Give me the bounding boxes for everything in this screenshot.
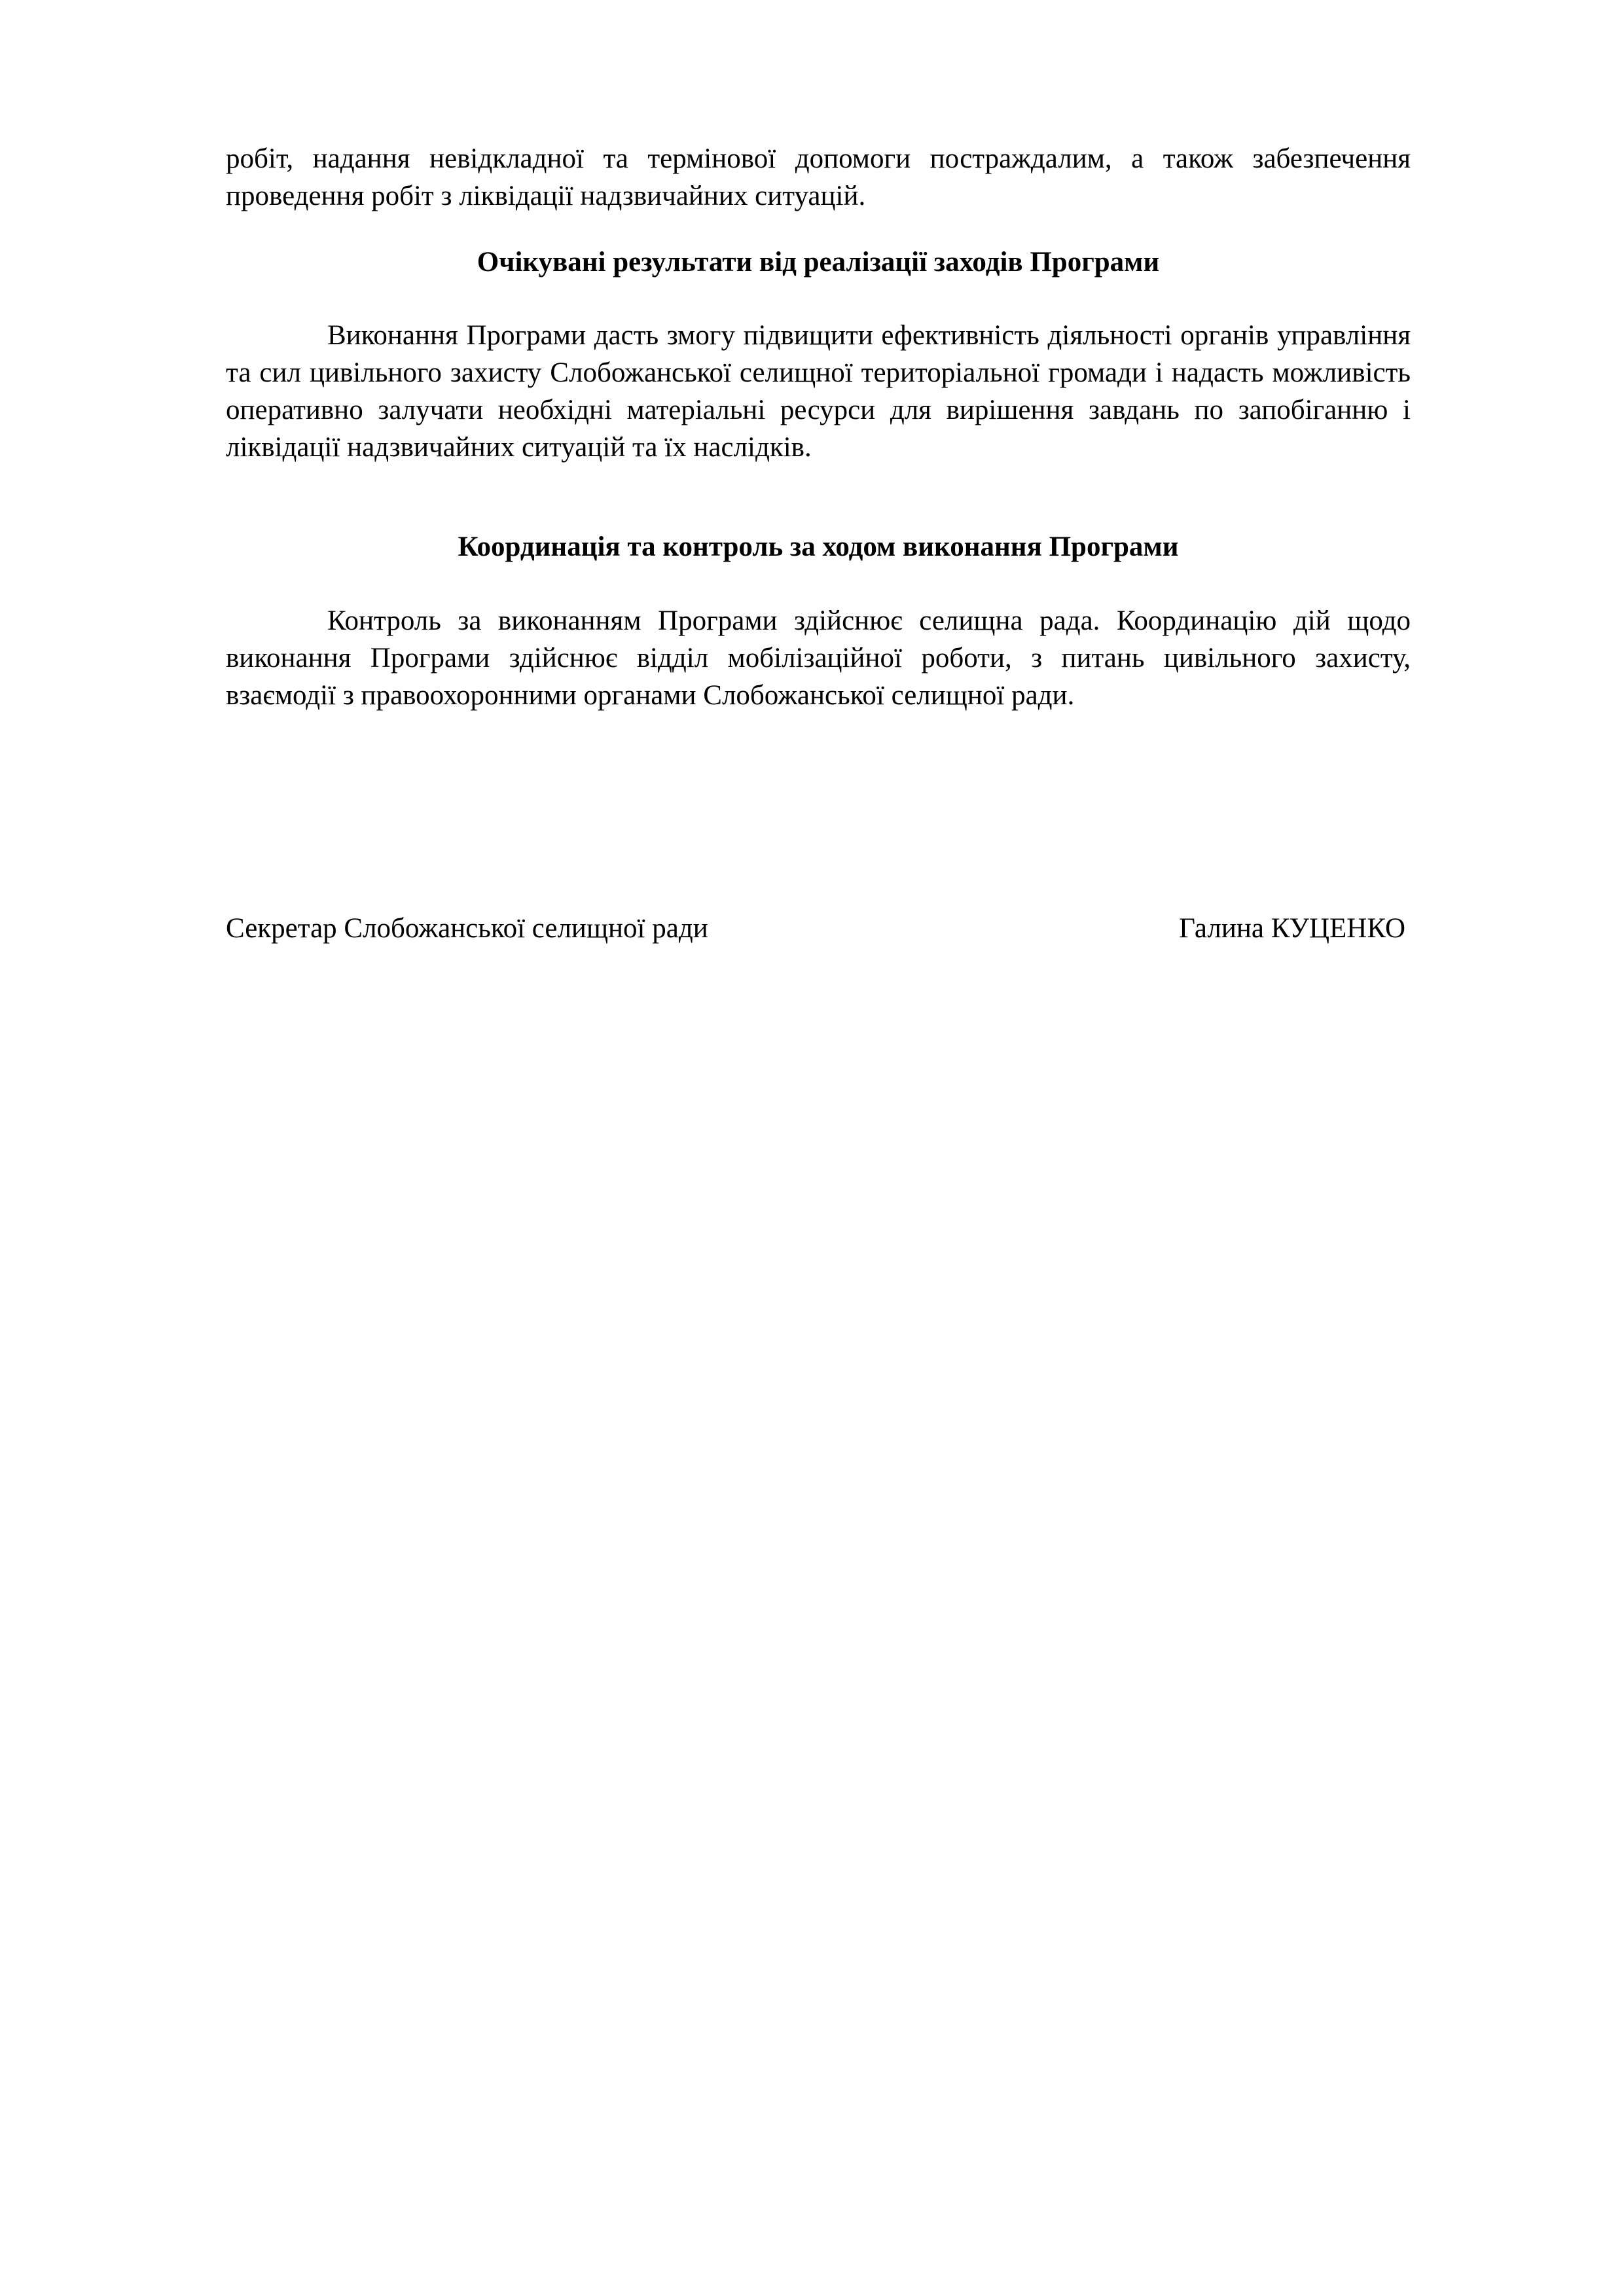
spacer [226,566,1411,603]
document-body [226,141,1411,948]
section-heading-expected-results: Очікувані результати від реалізації заходів Програми [477,246,1160,278]
signature-name: Галина КУЦЕНКО [1179,913,1405,944]
section-paragraph-expected-results: Виконання Програми дасть змогу підвищити ефективність діяльності органів управління та сил цивільного захисту Слобожанської селищної територіальної громади і надасть можливість оперативно залучати необхідні матеріальні ресурси для вирішення завдань по запобіганню і ліквідації надзвичайних ситуацій та їх наслідків. [226,320,1411,463]
section-heading-coordination-control: Координація та контроль за ходом виконання Програми [458,531,1179,563]
signature-position: Секретар Слобожанської селищної ради [226,913,708,944]
spacer [226,215,1411,244]
signature-block [226,910,1411,948]
section-paragraph-coordination-control: Контроль за виконанням Програми здійснює селищна рада. Координацію дій щодо виконання Програми здійснює відділ мобілізаційної роботи, з питань цивільного захисту, взаємодії з правоохоронними органами Слобожанської селищної ради. [226,605,1411,711]
spacer [226,466,1411,529]
continued-paragraph: робіт, надання невідкладної та термінової допомоги постраждалим, а також забезпечення проведення робіт з ліквідації надзвичайних ситуацій. [226,143,1411,211]
spacer [226,714,1411,910]
spacer [226,281,1411,317]
